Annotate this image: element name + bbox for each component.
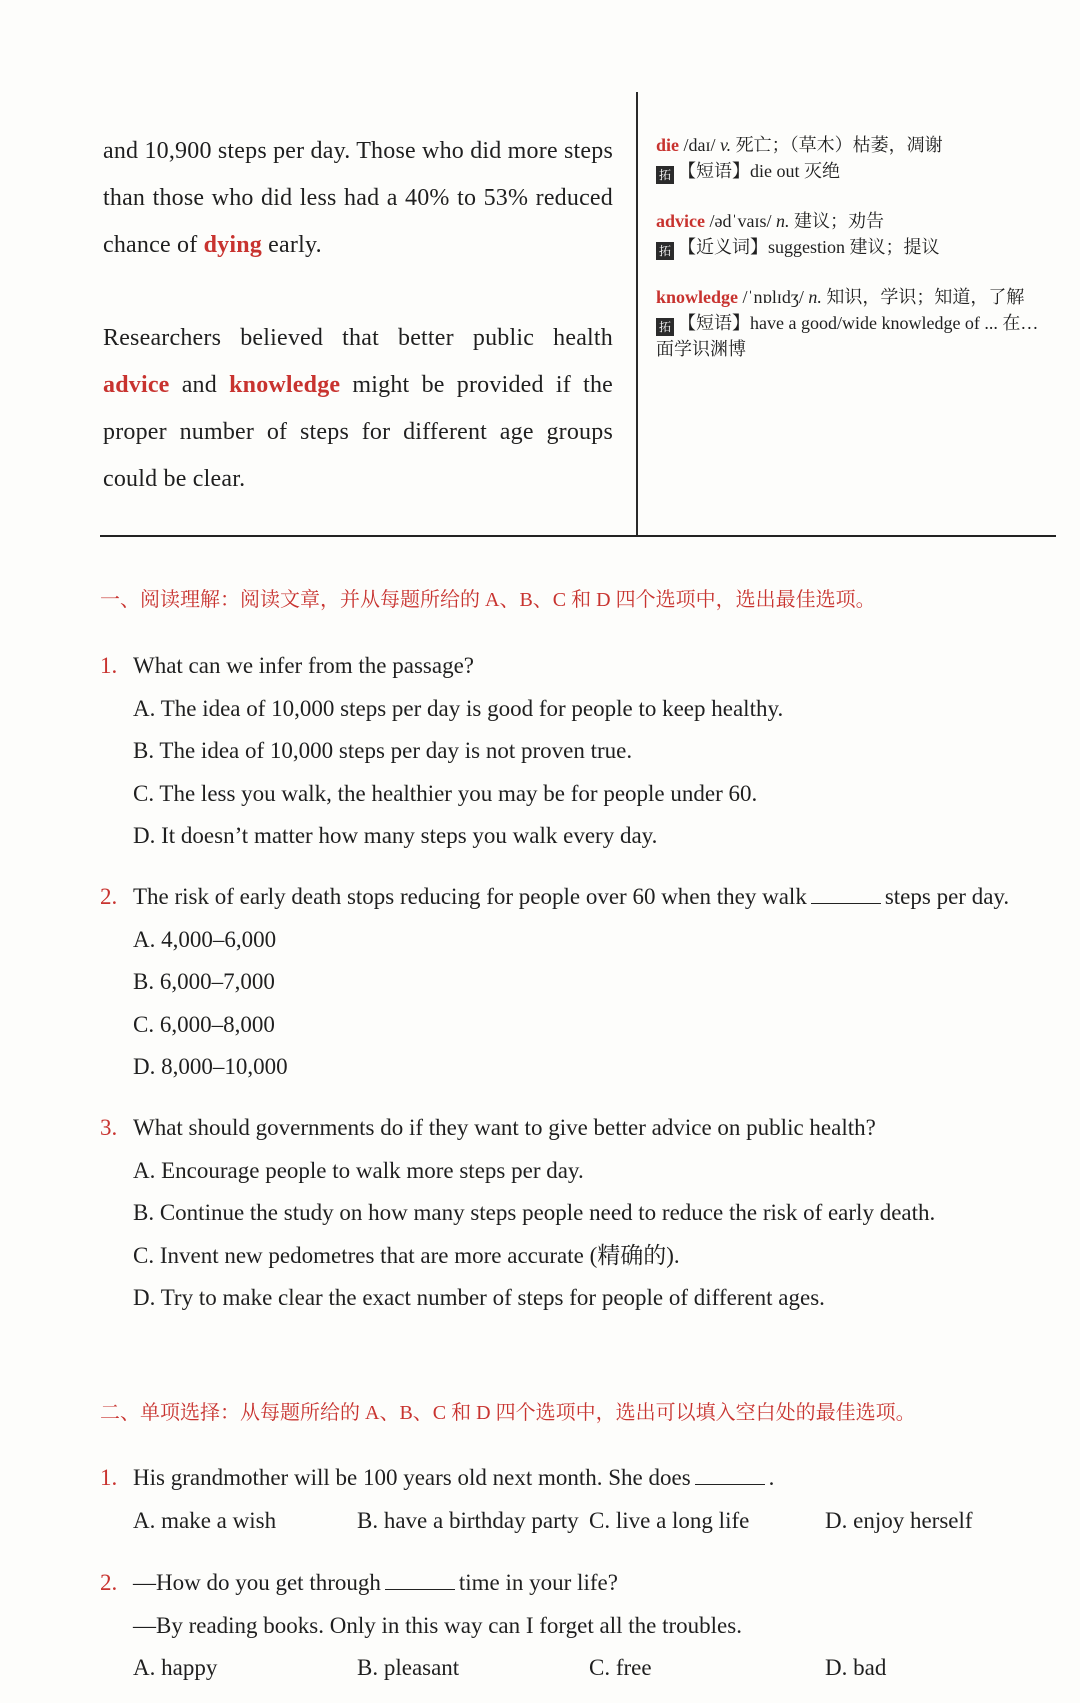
vocabulary-column <box>656 132 1056 386</box>
vocab-extension <box>656 234 1056 260</box>
question-stem <box>100 1107 1060 1150</box>
passage-text: might be provided if the proper number of steps for different age groups could be clear. <box>103 372 614 492</box>
question-text: The risk of early death stops reducing for people over 60 when they walk <box>133 884 807 909</box>
option-c[interactable]: C. The less you walk, the healthier you may be for people under 60. <box>133 780 758 806</box>
dialog-response: —By reading books. Only in this way can I forget all the troubles. <box>133 1612 742 1638</box>
extension-tag-icon: 拓 <box>656 242 674 260</box>
question-text: His grandmother will be 100 years old next month. She does <box>133 1465 691 1490</box>
section-1-heading: 一、阅读理解：阅读文章，并从每题所给的 A、B、C 和 D 四个选项中，选出最佳选项。 <box>100 589 876 611</box>
choice-question-1 <box>100 1457 1060 1542</box>
vocab-extension-text: 【短语】die out 灭绝 <box>678 161 840 181</box>
options-row <box>100 1500 1060 1542</box>
passage-text: Researchers believed that better public health <box>103 325 613 351</box>
choice-question-2 <box>100 1562 1060 1689</box>
passage-paragraph-2 <box>103 315 613 503</box>
question-number: 1. <box>100 653 118 678</box>
option-d[interactable]: D. It doesn’t matter how many steps you walk every day. <box>133 823 658 848</box>
vocab-pos: v. <box>720 135 732 155</box>
vocab-head <box>656 284 1056 310</box>
vocab-word: die <box>656 135 680 155</box>
question-text: —How do you get through <box>133 1570 381 1595</box>
reading-question-3 <box>100 1107 1060 1320</box>
horizontal-rule <box>100 535 1056 537</box>
highlight-word-knowledge: knowledge <box>229 372 341 398</box>
question-text: What should governments do if they want to give better advice on public health? <box>133 1115 876 1140</box>
question-number: 2. <box>100 1570 118 1595</box>
option-c[interactable]: C. 6,000–8,000 <box>133 1011 275 1037</box>
question-stem <box>100 876 1060 919</box>
reading-question-2 <box>100 876 1060 1089</box>
option-c[interactable]: C. Invent new pedometres that are more accurate (精确的). <box>133 1242 680 1268</box>
answer-blank[interactable] <box>385 1571 455 1590</box>
highlight-word-advice: advice <box>103 372 170 398</box>
vocab-pos: n. <box>808 287 822 307</box>
option-a[interactable]: A. make a wish <box>133 1507 277 1533</box>
question-text: time in your life? <box>458 1570 618 1595</box>
question-stem <box>100 1457 1060 1500</box>
highlight-word-dying: dying <box>203 232 262 258</box>
reading-question-1 <box>100 645 1060 858</box>
vocab-word: advice <box>656 211 705 231</box>
vocab-definition: 死亡；（草木）枯萎，凋谢 <box>731 135 943 155</box>
question-number: 3. <box>100 1115 118 1140</box>
vocab-definition: 知识，学识；知道，了解 <box>821 287 1025 307</box>
extension-tag-icon: 拓 <box>656 318 674 336</box>
vocab-extension <box>656 158 1056 184</box>
option-a[interactable]: A. happy <box>133 1655 218 1680</box>
vocab-word: knowledge <box>656 287 739 307</box>
column-divider <box>636 92 638 535</box>
question-text: . <box>768 1465 775 1490</box>
question-text: steps per day. <box>884 884 1010 909</box>
option-b[interactable]: B. pleasant <box>357 1655 460 1680</box>
question-number: 2. <box>100 884 118 909</box>
option-b[interactable]: B. The idea of 10,000 steps per day is not proven true. <box>133 738 633 763</box>
option-c[interactable]: C. live a long life <box>589 1507 750 1533</box>
passage-paragraph-1 <box>103 128 613 269</box>
vocab-extension-text: 【近义词】suggestion 建议；提议 <box>678 237 940 257</box>
question-text: What can we infer from the passage? <box>133 653 475 678</box>
vocab-entry-die <box>656 132 1056 184</box>
vocab-extension <box>656 310 1056 362</box>
vocab-pos: n. <box>775 211 790 231</box>
vocab-extension-text: 【短语】have a good/wide knowledge of ... 在…面学识渊博 <box>656 313 1039 359</box>
vocab-head <box>656 132 1056 158</box>
vocab-phonetic: /ˈnɒlɪdʒ/ <box>738 287 809 307</box>
vocab-phonetic: /daɪ/ <box>679 135 721 155</box>
option-b[interactable]: B. Continue the study on how many steps people need to reduce the risk of early death. <box>133 1200 936 1225</box>
option-d[interactable]: D. 8,000–10,000 <box>133 1054 288 1079</box>
option-a[interactable]: A. 4,000–6,000 <box>133 926 277 952</box>
option-c[interactable]: C. free <box>589 1655 652 1680</box>
question-stem <box>100 1562 1060 1605</box>
vocab-definition: 建议；劝告 <box>789 211 884 231</box>
passage-text: early. <box>261 232 322 258</box>
option-d[interactable]: D. enjoy herself <box>825 1507 973 1533</box>
question-number: 1. <box>100 1465 118 1490</box>
vocab-head <box>656 208 1056 234</box>
extension-tag-icon: 拓 <box>656 166 674 184</box>
option-a[interactable]: A. The idea of 10,000 steps per day is good for people to keep healthy. <box>133 695 784 721</box>
vocab-entry-knowledge <box>656 284 1056 362</box>
vocab-entry-advice <box>656 208 1056 260</box>
option-b[interactable]: B. have a birthday party <box>357 1507 579 1533</box>
options-row <box>100 1647 1060 1689</box>
section-2-heading: 二、单项选择：从每题所给的 A、B、C 和 D 四个选项中，选出可以填入空白处的最佳选项。 <box>100 1402 916 1424</box>
option-d[interactable]: D. bad <box>825 1655 887 1680</box>
answer-blank[interactable] <box>811 885 881 904</box>
question-stem <box>100 645 1060 688</box>
passage-text: and <box>169 372 230 398</box>
option-a[interactable]: A. Encourage people to walk more steps per day. <box>133 1157 584 1183</box>
vocab-phonetic: /ədˈvaɪs/ <box>705 211 776 231</box>
passage-column <box>103 128 613 503</box>
option-b[interactable]: B. 6,000–7,000 <box>133 969 275 994</box>
passage-text: and 10,900 steps per day. Those who did more steps than those who did less had a 40% to 53% reduced chance of <box>103 138 613 258</box>
answer-blank[interactable] <box>695 1466 765 1485</box>
option-d[interactable]: D. Try to make clear the exact number of steps for people of different ages. <box>133 1285 825 1310</box>
